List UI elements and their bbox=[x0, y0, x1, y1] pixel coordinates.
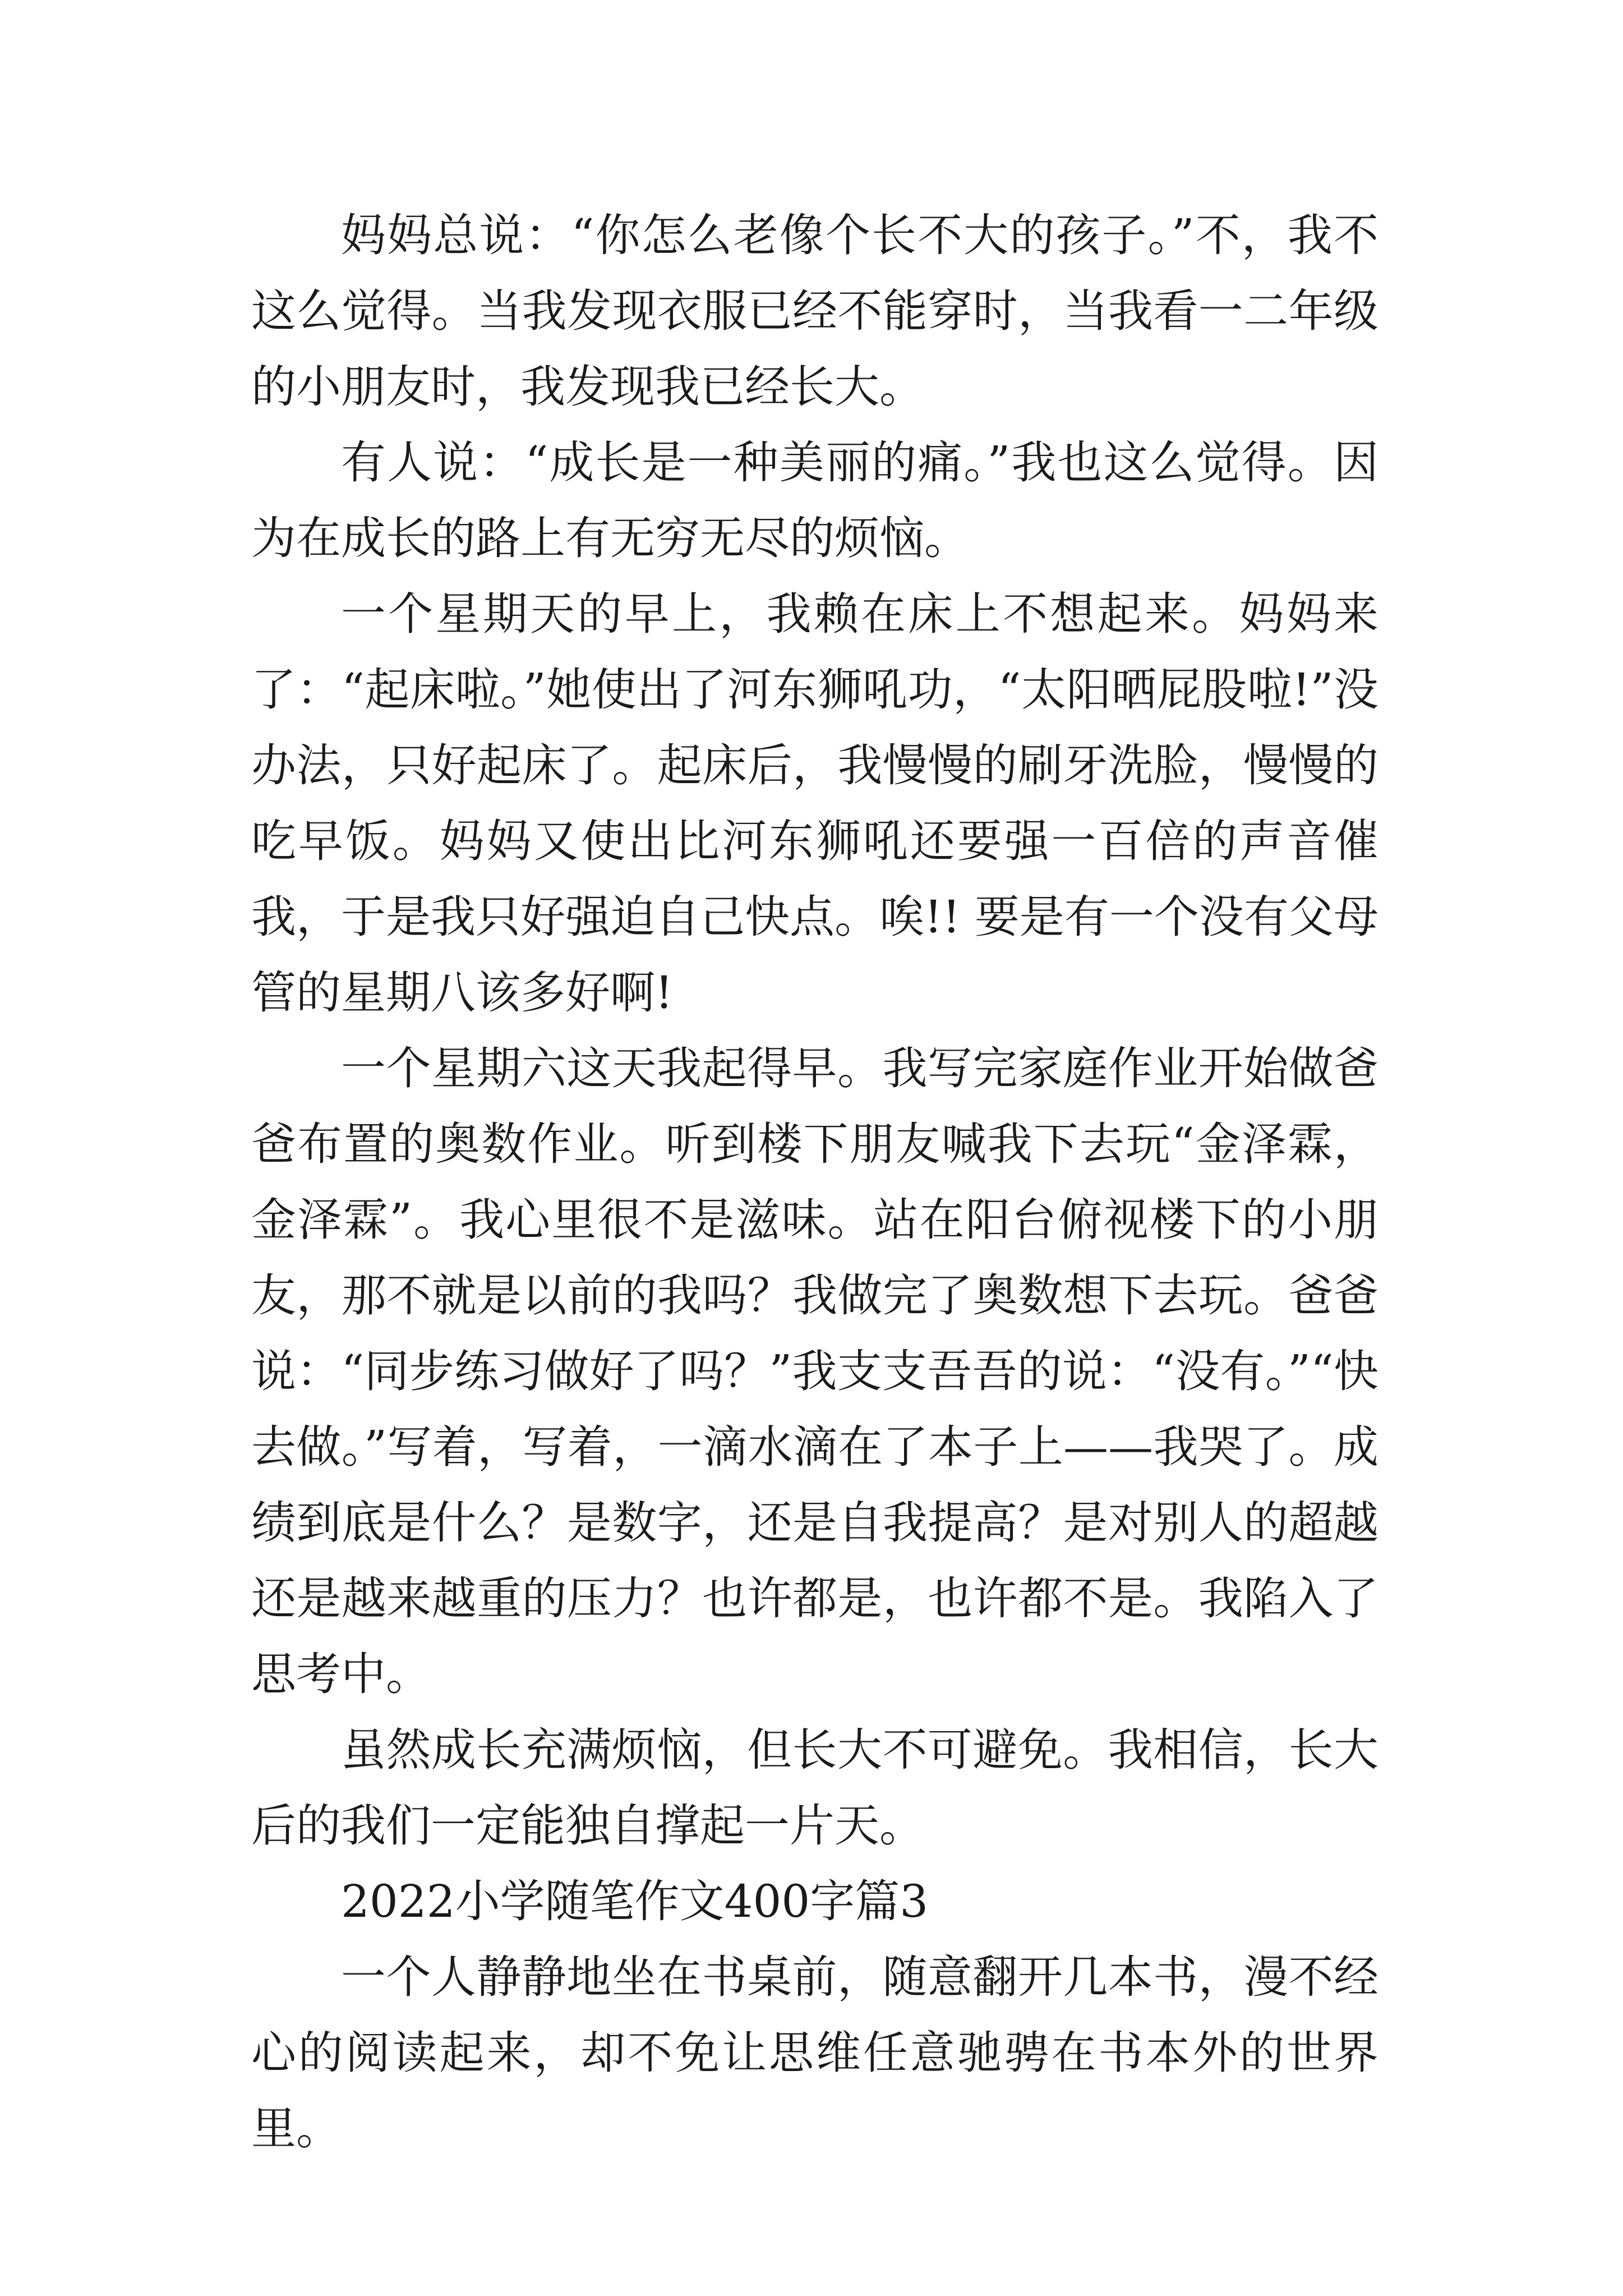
paragraph-2: 有人说：“成长是一种美丽的痛。”我也这么觉得。因为在成长的路上有无穷无尽的烦恼。 bbox=[251, 436, 1378, 564]
section-heading: 2022小学随笔作文400字篇3 bbox=[341, 1875, 929, 1927]
paragraph-5: 虽然成长充满烦恼，但长大不可避免。我相信，长大后的我们一定能独自撑起一片天。 bbox=[251, 1724, 1378, 1852]
paragraph-4: 一个星期六这天我起得早。我写完家庭作业开始做爸爸布置的奥数作业。听到楼下朋友喊我下去玩“金泽霖，金泽霖”。我心里很不是滋味。站在阳台俯视楼下的小朋友，那不就是以前的我吗？我做完了奥数想下去玩。爸爸说：“同步练习做好了吗？”我支支吾吾的说：“没有。”“快去做。”写着，写着，一滴水滴在了本子上——我哭了。成绩到底是什么？是数字，还是自我提高？是对别人的超越还是越来越重的压力？也许都是，也许都不是。我陷入了思考中。 bbox=[251, 1042, 1378, 1700]
paragraph-3: 一个星期天的早上，我赖在床上不想起来。妈妈来了：“起床啦。”她使出了河东狮吼功，“太阳晒屁股啦!”没办法，只好起床了。起床后，我慢慢的刷牙洗脸，慢慢的吃早饭。妈妈又使出比河东狮吼还要强一百倍的声音催我，于是我只好强迫自己快点。唉!! 要是有一个没有父母管的星期八该多好啊! bbox=[251, 588, 1378, 1019]
paragraph-1: 妈妈总说：“你怎么老像个长不大的孩子。”不，我不这么觉得。当我发现衣服已经不能穿时，当我看一二年级的小朋友时，我发现我已经长大。 bbox=[251, 209, 1378, 413]
article-body bbox=[251, 197, 1378, 2166]
paragraph-6: 一个人静静地坐在书桌前，随意翻开几本书，漫不经心的阅读起来，却不免让思维任意驰骋在书本外的世界里。 bbox=[251, 1951, 1378, 2155]
